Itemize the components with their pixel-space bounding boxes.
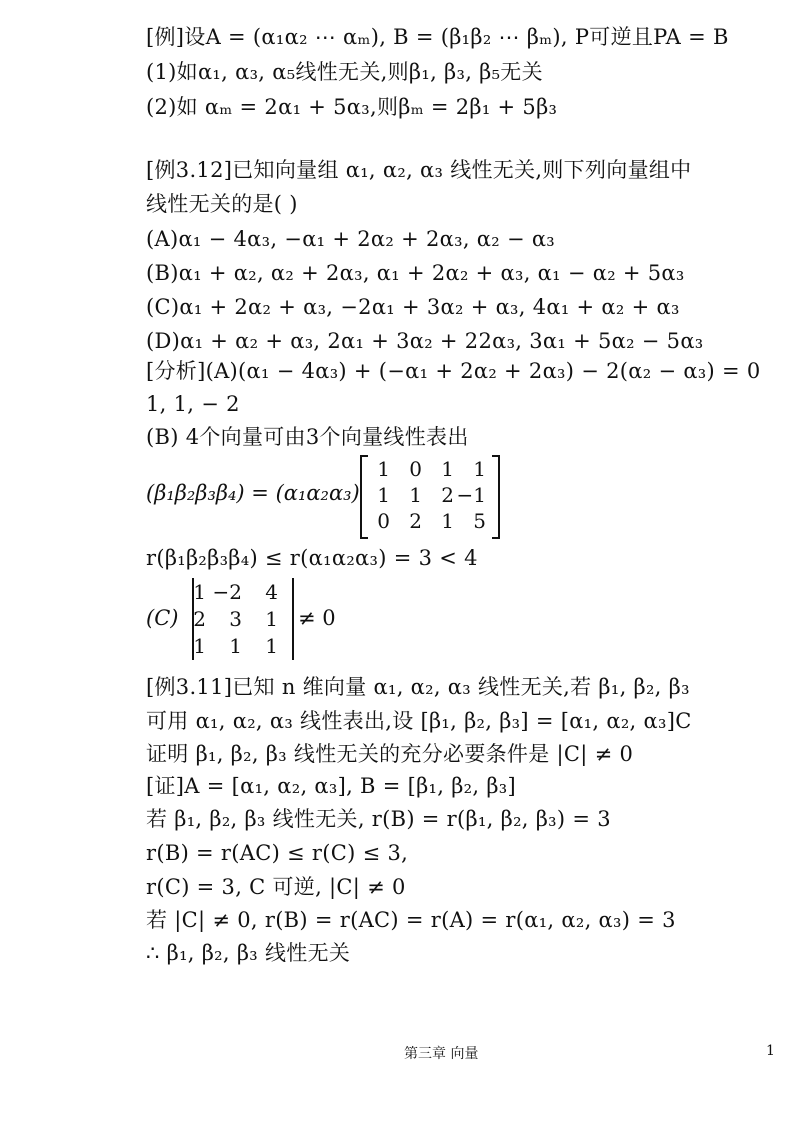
footer-page-number: 1 <box>766 1043 775 1059</box>
matrix-b-right-bracket <box>492 455 500 539</box>
text-line-l17: [证]A = [α₁, α₂, α₃], B = [β₁, β₂, β₃] <box>146 774 516 798</box>
text-line-l6: (A)α₁ − 4α₃, −α₁ + 2α₂ + 2α₃, α₂ − α₃ <box>146 227 556 251</box>
text-line-l7: (B)α₁ + α₂, α₂ + 2α₃, α₁ + 2α₂ + α₃, α₁ − α₂ + 5α₃ <box>146 261 685 285</box>
matrix-b-cell: 2 <box>409 509 422 533</box>
determinant-c-cell: −2 <box>212 580 242 604</box>
determinant-c-cell: 1 <box>193 580 206 604</box>
text-line-l15: 可用 α₁, α₂, α₃ 线性表出,设 [β₁, β₂, β₃] = [α₁, α₂, α₃]C <box>146 709 692 733</box>
determinant-c-cell: 3 <box>229 607 242 631</box>
matrix-b-cell: 1 <box>377 483 390 507</box>
matrix-b-cell: 0 <box>409 457 422 481</box>
text-line-l11: 1, 1, − 2 <box>146 392 240 416</box>
matrix-b-cell: 0 <box>377 509 390 533</box>
determinant-c <box>146 578 366 662</box>
matrix-b-cell: 1 <box>473 457 486 481</box>
text-line-l21: 若 |C| ≠ 0, r(B) = r(AC) = r(A) = r(α₁, α₂, α₃) = 3 <box>146 908 676 932</box>
text-line-l20: r(C) = 3, C 可逆, |C| ≠ 0 <box>146 875 406 899</box>
text-line-l3: (2)如 αₘ = 2α₁ + 5α₃,则βₘ = 2β₁ + 5β₃ <box>146 95 558 119</box>
determinant-c-cell: 4 <box>265 580 278 604</box>
determinant-c-cell: 1 <box>193 634 206 658</box>
text-line-l18: 若 β₁, β₂, β₃ 线性无关, r(B) = r(β₁, β₂, β₃) = 3 <box>146 807 611 831</box>
text-line-l10: [分析](A)(α₁ − 4α₃) + (−α₁ + 2α₂ + 2α₃) − 2(α₂ − α₃) = 0 <box>146 359 761 383</box>
determinant-c-cell: 1 <box>265 634 278 658</box>
text-line-l9: (D)α₁ + α₂ + α₃, 2α₁ + 3α₂ + 22α₃, 3α₁ + 5α₂ − 5α₃ <box>146 329 704 353</box>
matrix-b-cell: 5 <box>473 509 486 533</box>
text-line-l2: (1)如α₁, α₃, α₅线性无关,则β₁, β₃, β₅无关 <box>146 60 543 84</box>
matrix-equation-b <box>146 455 506 535</box>
determinant-c-cell: 2 <box>193 607 206 631</box>
text-line-l16: 证明 β₁, β₂, β₃ 线性无关的充分必要条件是 |C| ≠ 0 <box>146 742 634 766</box>
determinant-c-cell: 1 <box>265 607 278 631</box>
footer-chapter: 第三章 向量 <box>404 1046 479 1062</box>
determinant-right-bar <box>292 578 294 660</box>
text-line-l12: (B) 4个向量可由3个向量线性表出 <box>146 425 469 449</box>
matrix-b-cell: −1 <box>456 483 486 507</box>
matrix-b-cell: 1 <box>441 509 454 533</box>
text-line-l5: 线性无关的是( ) <box>146 192 298 216</box>
determinant-c-rhs: ≠ 0 <box>298 606 336 630</box>
determinant-c-cell: 1 <box>229 634 242 658</box>
matrix-b-cell: 1 <box>441 457 454 481</box>
text-line-l13: r(β₁β₂β₃β₄) ≤ r(α₁α₂α₃) = 3 < 4 <box>146 546 478 570</box>
determinant-c-label: (C) <box>146 606 179 630</box>
text-line-l19: r(B) = r(AC) ≤ r(C) ≤ 3, <box>146 841 409 865</box>
text-line-l4: [例3.12]已知向量组 α₁, α₂, α₃ 线性无关,则下列向量组中 <box>146 158 692 182</box>
matrix-b-cell: 2 <box>441 483 454 507</box>
text-line-l22: ∴ β₁, β₂, β₃ 线性无关 <box>146 941 351 965</box>
text-line-l8: (C)α₁ + 2α₂ + α₃, −2α₁ + 3α₂ + α₃, 4α₁ + α₂ + α₃ <box>146 295 680 319</box>
matrix-b-cell: 1 <box>409 483 422 507</box>
matrix-b-lhs: (β₁β₂β₃β₄) = (α₁α₂α₃) <box>146 481 360 505</box>
text-line-l1: [例]设A = (α₁α₂ ⋯ αₘ), B = (β₁β₂ ⋯ βₘ), P可逆且PA = B <box>146 25 729 49</box>
matrix-b-cell: 1 <box>377 457 390 481</box>
text-line-l14: [例3.11]已知 n 维向量 α₁, α₂, α₃ 线性无关,若 β₁, β₂, β₃ <box>146 675 690 699</box>
